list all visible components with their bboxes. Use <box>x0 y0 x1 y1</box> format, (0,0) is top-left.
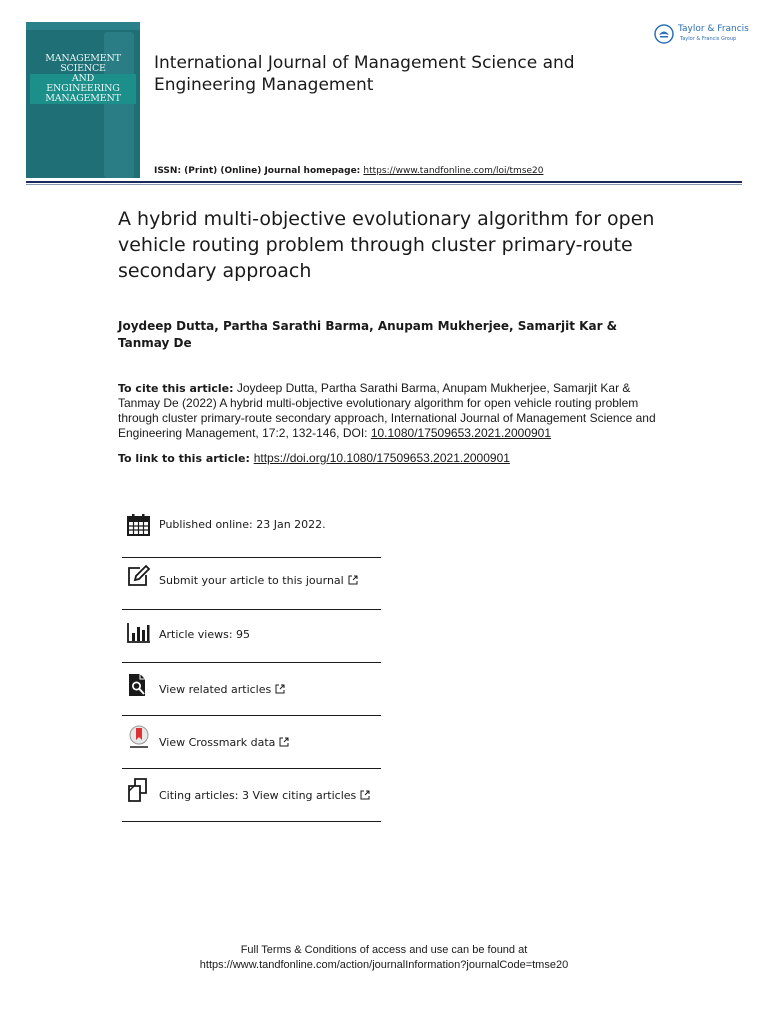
cite-label: To cite this article: <box>118 382 234 395</box>
journal-name: International Journal of Management Science and Engineering Management <box>154 53 575 95</box>
search-document-icon <box>126 673 152 697</box>
journal-cover <box>26 22 140 178</box>
terms-text: Full Terms & Conditions of access and use can be found at <box>240 944 528 956</box>
article-title: A hybrid multi-objective evolutionary algorithm for open vehicle routing problem through cluster primary-route secondary approach <box>118 208 655 282</box>
header-rule-thin <box>26 184 742 185</box>
info-views <box>122 609 381 663</box>
article-doi-url[interactable]: https://doi.org/10.1080/17509653.2021.2000901 <box>253 451 510 465</box>
view-related-articles-link[interactable]: View related articles <box>159 683 285 696</box>
terms-url[interactable]: https://www.tandfonline.com/action/journalInformation?journalCode=tmse20 <box>199 959 569 971</box>
citation-block <box>118 381 658 441</box>
submit-article-link[interactable]: Submit your article to this journal <box>159 574 358 587</box>
view-citing-articles-link[interactable]: Citing articles: 3 View citing articles <box>159 789 370 802</box>
info-submit[interactable] <box>122 557 381 610</box>
taylor-francis-logo-icon <box>654 24 674 44</box>
publisher-logo <box>654 22 754 50</box>
edit-icon <box>126 564 152 588</box>
issn-line <box>154 166 544 176</box>
view-crossmark-link[interactable]: View Crossmark data <box>159 736 289 749</box>
info-crossmark[interactable] <box>122 715 381 769</box>
link-label: To link to this article: <box>118 452 254 465</box>
terms-footer <box>84 943 684 973</box>
external-link-icon <box>348 575 358 585</box>
header-rule <box>26 181 742 183</box>
issn-text: ISSN: (Print) (Online) Journal homepage: <box>154 166 364 176</box>
published-date: Published online: 23 Jan 2022. <box>159 518 326 531</box>
info-published <box>122 505 381 558</box>
article-authors: Joydeep Dutta, Partha Sarathi Barma, Anupam Mukherjee, Samarjit Kar & Tanmay De <box>118 319 618 350</box>
crossmark-icon <box>126 725 152 749</box>
bar-chart-icon <box>126 621 152 645</box>
cover-title: MANAGEMENT SCIENCE AND ENGINEERING MANAGEMENT <box>30 54 136 104</box>
calendar-icon <box>126 513 152 537</box>
external-link-icon <box>360 790 370 800</box>
info-citing[interactable] <box>122 768 381 822</box>
article-link-line <box>118 451 658 466</box>
journal-homepage-link[interactable]: https://www.tandfonline.com/loi/tmse20 <box>363 166 544 176</box>
doi-link[interactable]: 10.1080/17509653.2021.2000901 <box>370 426 552 440</box>
info-related[interactable] <box>122 662 381 716</box>
article-views: Article views: 95 <box>159 628 251 641</box>
cite-text: Joydeep Dutta, Partha Sarathi Barma, Anupam Mukherjee, Samarjit Kar & Tanmay De (2022) A hybrid multi-objective evolutionary algorithm for open vehicle routing problem through cluster primary-route secondary approach, International Journal of Management Science and Engineering Management, 17:2, 132-146, DOI: <box>118 381 656 440</box>
external-link-icon <box>279 737 289 747</box>
external-link-icon <box>275 684 285 694</box>
citing-icon <box>126 778 152 802</box>
publisher-group: Taylor & Francis Group <box>680 36 737 42</box>
publisher-name: Taylor & Francis <box>678 24 749 34</box>
